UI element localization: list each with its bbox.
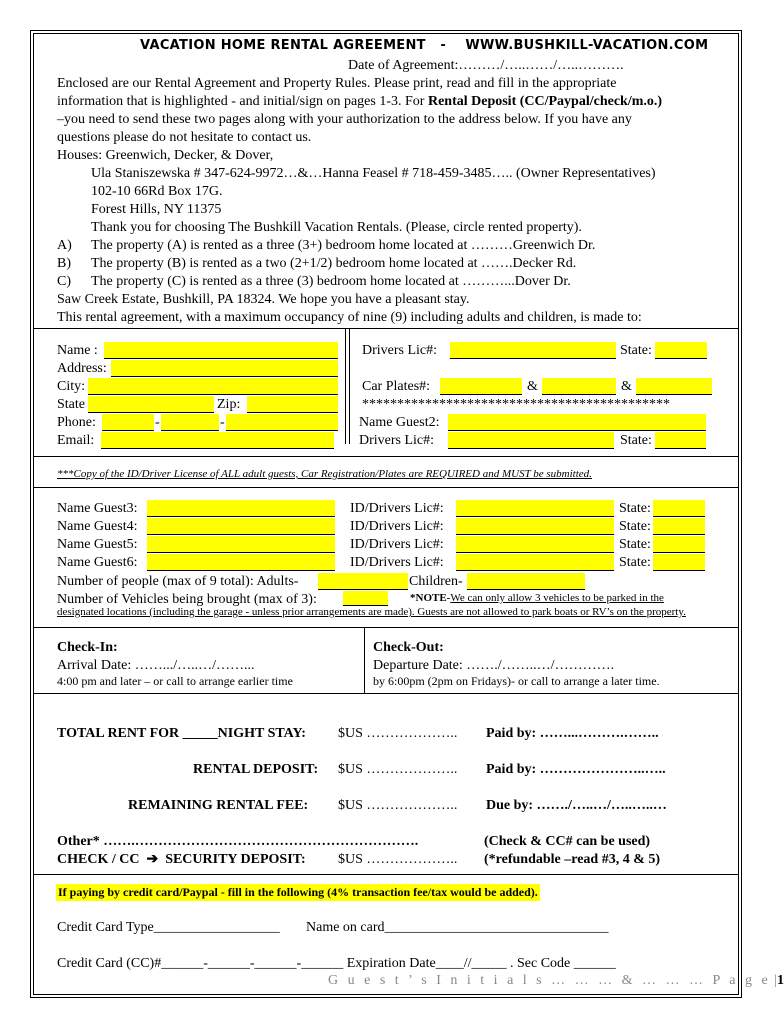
intro-line-1: Enclosed are our Rental Agreement and Property Rules. Please print, read and fill in the appropriate: [57, 76, 617, 91]
checkout-time: by 6:00pm (2pm on Fridays)- or call to arrange a later time.: [373, 674, 660, 688]
option-a-label: A): [57, 238, 72, 253]
checkout-title: Check-Out:: [373, 640, 444, 655]
section-divider: [33, 627, 738, 628]
guest3-lic-label: ID/Drivers Lic#:: [350, 501, 444, 516]
guest2-label: Name Guest2:: [359, 415, 440, 430]
other-note: (Check & CC# can be used): [484, 834, 651, 849]
guest4-name-field[interactable]: [147, 518, 335, 535]
intro-line-3: –you need to send these two pages along with your authorization to the address below. If you have any: [57, 112, 632, 127]
address-field[interactable]: [111, 360, 338, 377]
website-link[interactable]: WWW.BUSHKILL-VACATION.COM: [465, 38, 709, 53]
card-number-field[interactable]: Credit Card (CC)#______-______-______-______ Expiration Date____//_____ . Sec Code ______: [57, 956, 616, 971]
guest2-field[interactable]: [448, 414, 706, 431]
drivers-lic2-label: Drivers Lic#:: [359, 433, 435, 448]
page-number: 1: [777, 973, 784, 988]
credit-card-header: If paying by credit card/Paypal - fill in the following (4% transaction fee/tax would be added).: [58, 885, 538, 899]
security-deposit-amount[interactable]: $US ………………..: [338, 852, 458, 867]
email-field[interactable]: [101, 432, 334, 449]
security-deposit-label: CHECK / CC ➔ SECURITY DEPOSIT:: [57, 852, 306, 867]
intro-line-4: questions please do not hesitate to contact us.: [57, 130, 312, 145]
option-a[interactable]: The property (A) is rented as a three (3+) bedroom home located at ………Greenwich Dr.: [91, 238, 596, 253]
name-label: Name :: [57, 343, 98, 358]
guest3-name-field[interactable]: [147, 500, 335, 517]
checkin-time: 4:00 pm and later – or call to arrange earlier time: [57, 674, 293, 688]
car-plates-label: Car Plates#:: [362, 379, 431, 394]
guest5-lic-label: ID/Drivers Lic#:: [350, 537, 444, 552]
vehicle-note: *NOTE-We can only allow 3 vehicles to be parked in the: [410, 592, 664, 604]
phone-label: Phone:: [57, 415, 96, 430]
vehicles-field[interactable]: [343, 591, 388, 606]
zip-label: Zip:: [217, 397, 241, 412]
guest6-lic-field[interactable]: [456, 554, 614, 571]
rental-deposit-label: RENTAL DEPOSIT:: [193, 762, 319, 777]
car-plate-3-field[interactable]: [636, 378, 712, 395]
children-field[interactable]: [467, 573, 585, 590]
guest5-name-field[interactable]: [147, 536, 335, 553]
amp-2: &: [621, 379, 632, 394]
guest5-state-field[interactable]: [653, 536, 705, 553]
city-label: City:: [57, 379, 86, 394]
phone-area-field[interactable]: [102, 414, 154, 431]
phone-sep-1: -: [155, 415, 160, 430]
total-rent-paid-by[interactable]: Paid by: ……...……….……..: [486, 726, 659, 741]
drivers-lic2-field[interactable]: [448, 432, 614, 449]
phone-line-field[interactable]: [226, 414, 338, 431]
separator-stars: ********************************************: [362, 397, 670, 412]
state-field[interactable]: [88, 396, 214, 413]
security-deposit-note: (*refundable –read #3, 4 & 5): [484, 852, 661, 867]
guest5-state-label: State:: [619, 537, 651, 552]
guest6-state-label: State:: [619, 555, 651, 570]
guest3-state-label: State:: [619, 501, 651, 516]
guest4-lic-field[interactable]: [456, 518, 614, 535]
vehicle-note-cont: designated locations (including the garage - unless prior arrangements are made). Guests are not allowed to park boats or RV’s on the property.: [57, 606, 686, 618]
guest-initials[interactable]: G u e s t ’ s I n i t i a l s … … … & … … … P a g e: [328, 973, 771, 988]
option-b[interactable]: The property (B) is rented as a two (2+1/2) bedroom home located at …….Decker Rd.: [91, 256, 577, 271]
estate-line: Saw Creek Estate, Bushkill, PA 18324. We hope you have a pleasant stay.: [57, 292, 470, 307]
intro-line-2: information that is highlighted - and initial/sign on pages 1-3. For Rental Deposit (CC/Paypal/check/m.o.): [57, 94, 663, 109]
houses-line: Houses: Greenwich, Decker, & Dover,: [57, 148, 274, 163]
guest6-lic-label: ID/Drivers Lic#:: [350, 555, 444, 570]
drivers-state2-field[interactable]: [655, 432, 706, 449]
remaining-fee-label: REMAINING RENTAL FEE:: [128, 798, 309, 813]
guest4-lic-label: ID/Drivers Lic#:: [350, 519, 444, 534]
guest6-state-field[interactable]: [653, 554, 705, 571]
people-label: Number of people (max of 9 total): Adults-: [57, 574, 299, 589]
column-divider: [345, 328, 346, 444]
total-rent-label: TOTAL RENT FOR _____NIGHT STAY:: [57, 726, 306, 741]
vehicles-label: Number of Vehicles being brought (max of 3):: [57, 592, 317, 607]
name-on-card-field[interactable]: Name on card________________________________: [306, 920, 609, 935]
guest3-lic-field[interactable]: [456, 500, 614, 517]
section-divider: [33, 874, 738, 875]
amp-1: &: [527, 379, 538, 394]
rental-deposit-amount[interactable]: $US ………………..: [338, 762, 458, 777]
option-c[interactable]: The property (C) is rented as a three (3) bedroom home located at ………...Dover Dr.: [91, 274, 571, 289]
address-line-1: 102-10 66Rd Box 17G.: [91, 184, 223, 199]
guest4-state-field[interactable]: [653, 518, 705, 535]
total-rent-amount[interactable]: $US ………………..: [338, 726, 458, 741]
email-label: Email:: [57, 433, 95, 448]
adults-field[interactable]: [318, 573, 408, 590]
thanks-line: Thank you for choosing The Bushkill Vacation Rentals. (Please, circle rented property).: [91, 220, 582, 235]
drivers-state-field[interactable]: [655, 342, 707, 359]
section-divider: [33, 693, 738, 694]
drivers-lic-field[interactable]: [450, 342, 616, 359]
column-divider: [364, 627, 365, 693]
phone-prefix-field[interactable]: [161, 414, 219, 431]
page-footer: G u e s t ’ s I n i t i a l s … … … & … … … P a g e |1: [328, 973, 784, 988]
car-plate-1-field[interactable]: [440, 378, 522, 395]
remaining-fee-amount[interactable]: $US ………………..: [338, 798, 458, 813]
section-divider: [33, 328, 738, 329]
card-type-field[interactable]: Credit Card Type__________________: [57, 920, 280, 935]
guest3-state-field[interactable]: [653, 500, 705, 517]
rental-deposit-paid-by[interactable]: Paid by: …………………..…..: [486, 762, 666, 777]
section-divider: [33, 456, 738, 457]
phone-sep-2: -: [220, 415, 225, 430]
drivers-lic-label: Drivers Lic#:: [362, 343, 438, 358]
guest5-lic-field[interactable]: [456, 536, 614, 553]
guest5-label: Name Guest5:: [57, 537, 138, 552]
page-title: VACATION HOME RENTAL AGREEMENT - WWW.BUSHKILL-VACATION.COM: [140, 38, 709, 53]
occupancy-line: This rental agreement, with a maximum occupancy of nine (9) including adults and children, is made to:: [57, 310, 642, 325]
other-line[interactable]: Other* …….…………………………………………………….: [57, 834, 419, 849]
departure-date[interactable]: Departure Date: ……./……..…/………….: [373, 658, 615, 673]
address-line-2: Forest Hills, NY 11375: [91, 202, 222, 217]
drivers-state2-label: State:: [620, 433, 652, 448]
guest6-name-field[interactable]: [147, 554, 335, 571]
arrival-date[interactable]: Arrival Date: …….../…..…/……...: [57, 658, 255, 673]
id-requirement-note: ***Copy of the ID/Driver License of ALL adult guests, Car Registration/Plates are REQUIRED and MUST be submitted.: [57, 468, 592, 480]
name-field[interactable]: [104, 342, 338, 359]
state-label: State: [57, 397, 85, 412]
column-divider-2: [349, 328, 350, 444]
option-c-label: C): [57, 274, 71, 289]
guest4-state-label: State:: [619, 519, 651, 534]
guest6-label: Name Guest6:: [57, 555, 138, 570]
zip-field[interactable]: [247, 396, 338, 413]
guest4-label: Name Guest4:: [57, 519, 138, 534]
drivers-state-label: State:: [620, 343, 652, 358]
children-label: Children-: [409, 574, 463, 589]
contacts-line: Ula Staniszewska # 347-624-9972…&…Hanna Feasel # 718-459-3485….. (Owner Representatives): [91, 166, 656, 181]
guest3-label: Name Guest3:: [57, 501, 138, 516]
option-b-label: B): [57, 256, 71, 271]
city-field[interactable]: [88, 378, 338, 395]
arrow-right-icon: ➔: [146, 852, 159, 867]
agreement-date: Date of Agreement:………/…..……/…..……….: [348, 58, 624, 73]
remaining-due-by[interactable]: Due by: ……./…..…/…..…..…: [486, 798, 667, 813]
address-label: Address:: [57, 361, 107, 376]
checkin-title: Check-In:: [57, 640, 118, 655]
car-plate-2-field[interactable]: [542, 378, 616, 395]
section-divider: [33, 487, 738, 488]
